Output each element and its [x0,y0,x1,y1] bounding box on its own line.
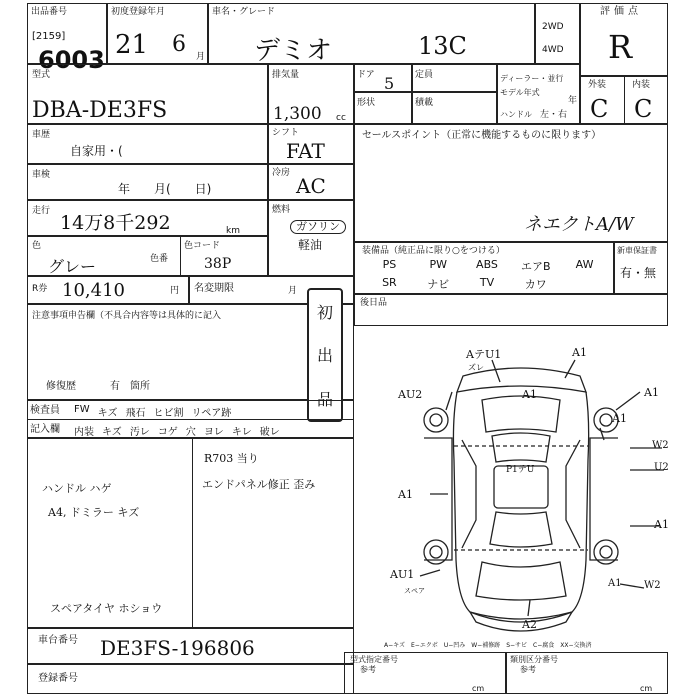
diagram-mark-8: W2 [652,440,669,451]
type-cert-ref: 参考 [360,665,376,674]
inspection-item: 破レ [259,427,280,438]
tag-code: [2159] [32,31,66,42]
entry-label: 記入欄 [30,424,60,435]
notes-label: 注意事項申告欄（不具合内容等は具体的に記入 [32,311,222,321]
inspector-label: 検査員 [30,405,60,416]
equipment-item: ABS [476,258,498,271]
diagram-mark-12: W2 [644,580,661,591]
inspection-item: 内装 [74,427,94,438]
diagram-mark-1: AテU1 [466,348,502,361]
equipment-item: AW [575,258,594,271]
left-note-2: A4, ドミラー キズ [48,506,140,519]
equipment-item: ナビ [427,278,450,291]
fuel-diesel: 軽油 [298,238,323,252]
inspection-item: キズ [97,408,118,419]
diagram-mark-14: AU1 [390,568,415,581]
interior-score: C [634,95,653,123]
exterior-score: C [590,95,609,123]
chassis-label: 車台番号 [38,635,78,646]
equipment-item: PW [429,258,447,271]
badge-char-3: 品 [316,389,333,409]
evaluation-score: R [608,28,633,66]
diagram-mark-3: ズレ [468,363,484,372]
inspection-item: キズ [102,427,122,438]
history-value: 自家用・( [70,144,123,158]
shift-value: FAT [286,139,325,163]
first-registration-label: 初度登録年月 [111,7,166,17]
equipment-item: PS [382,258,397,271]
car-name: デミオ [254,36,333,66]
inspection-item: ヨレ [203,427,224,438]
fuel-label: 燃料 [272,205,291,215]
inspection-item: キレ [231,427,252,438]
grade: 13C [418,32,467,60]
equipment-item: SR [382,276,397,289]
sales-point-note: ネエクトA/W [524,214,634,235]
color-label: 色 [32,241,42,251]
shaken-date: 年 月( 日) [118,182,212,196]
diagram-mark-2: A1 [572,346,587,359]
diagram-mark-7: A1 [612,412,627,425]
sales-point-label: セールスポイント（正常に機能するものに限ります） [362,130,602,141]
diagram-mark-5: A1 [522,388,537,401]
equipment-item: エアB [521,260,551,273]
doors-label: ドア [357,70,375,80]
inspection-item: 飛石 [125,408,146,419]
shift-label: シフト [272,128,300,138]
lot-number-value: 6003 [38,46,105,74]
color-number-label: 色番 [150,254,169,264]
load-label: 積載 [415,98,434,108]
diagram-mark-10: A1 [398,488,413,501]
capacity-label: 定員 [415,70,434,80]
history-label: 車歴 [32,130,51,140]
exterior-label: 外装 [588,80,607,90]
ac-value: AC [296,174,326,198]
diagram-mark-16: A2 [522,618,537,631]
mileage-label: 走行 [32,206,51,216]
displacement-value: 1,300 [273,104,322,124]
inspection-item: FW [74,404,90,415]
month-unit: 月 [196,52,206,62]
model-year-label: モデル年式 [500,88,540,97]
diagram-mark-4: AU2 [398,388,423,401]
drive-2wd: 2WD [542,22,564,32]
recycle-value: 10,410 [62,280,125,301]
inspection-item: 汚レ [129,427,150,438]
dealer-label: ディーラー・並行 [500,74,564,83]
diagram-mark-9: U2 [654,462,669,473]
color-code-value: 38P [204,256,232,272]
lot-number-label: 出品番号 [31,7,68,17]
left-note-1: ハンドル ハゲ [42,482,112,495]
diagram-mark-15: スペア [404,587,425,595]
mileage-unit: km [226,226,240,236]
model-year-suffix: 年 [568,96,578,106]
diagram-mark-6: A1 [644,386,659,399]
chassis-number: DE3FS-196806 [100,636,255,660]
drive-4wd: 4WD [542,45,564,55]
type-cert-cm: cm [472,684,485,693]
inspection-item: コゲ [157,427,178,438]
inspection-item: リペア跡 [191,408,232,419]
warranty-label: 新車保証書 [617,246,657,255]
equipment-item: カワ [524,278,547,291]
type-cert-label: 型式指定番号 [350,655,398,664]
registration-month: 6 [172,32,186,57]
badge-char-1: 初 [316,303,333,323]
recycle-label: R券 [32,284,48,294]
doors-value: 5 [384,74,395,93]
name-change-month: 月 [288,286,298,296]
inspector-note-1: R703 当り [204,452,259,465]
color-code-label: 色コード [184,241,221,251]
class-no-label: 類別区分番号 [510,655,558,664]
class-no-cm: cm [640,684,653,693]
equipment-label: 装備品（純正品に限り○をつける） [362,246,505,256]
diagram-mark-13: A1 [608,578,622,589]
interior-label: 内装 [632,80,651,90]
bottom-note: スペアタイヤ ホショウ [50,602,163,615]
diagram-mark-11: A1 [654,518,669,531]
equipment-item: TV [479,276,495,289]
repair-history-options: 有 箇所 [110,381,150,392]
inspection-item: 穴 [185,427,196,438]
class-no-ref: 参考 [520,665,536,674]
repair-history-label: 修復歴 [46,381,76,392]
evaluation-label: 評価点 [600,6,642,17]
shaken-label: 車検 [32,170,51,180]
recycle-yen: 円 [170,286,180,296]
fuel-gasoline: ガソリン [290,220,346,234]
inspection-item: ヒビ割 [153,408,184,419]
ac-label: 冷房 [272,168,291,178]
damage-legend: A−キズ E−エクボ U−凹み W−補修跡 S−サビ C−腐食 XX−交換済 [384,642,592,649]
model-label: 型式 [32,70,51,80]
afterday-label: 後日品 [360,298,388,308]
displacement-unit: cc [336,113,346,123]
mileage-value: 14万8千292 [60,212,171,234]
handle-options: 左・右 [540,110,568,120]
name-change-label: 名変期限 [194,283,234,294]
displacement-label: 排気量 [272,70,300,80]
warranty-options: 有・無 [620,266,657,280]
name-grade-label: 車名・グレード [212,7,276,17]
diagram-mark-17: P1テU [506,465,535,475]
registration-label: 登録番号 [38,673,78,684]
inspector-note-2: エンドパネル修正 歪み [202,478,316,491]
badge-char-2: 出 [316,346,333,366]
shape-label: 形状 [357,98,376,108]
color-value: グレー [48,257,97,276]
handle-label: ハンドル [500,110,532,119]
model-code: DBA-DE3FS [32,98,168,123]
registration-year: 21 [115,30,149,60]
